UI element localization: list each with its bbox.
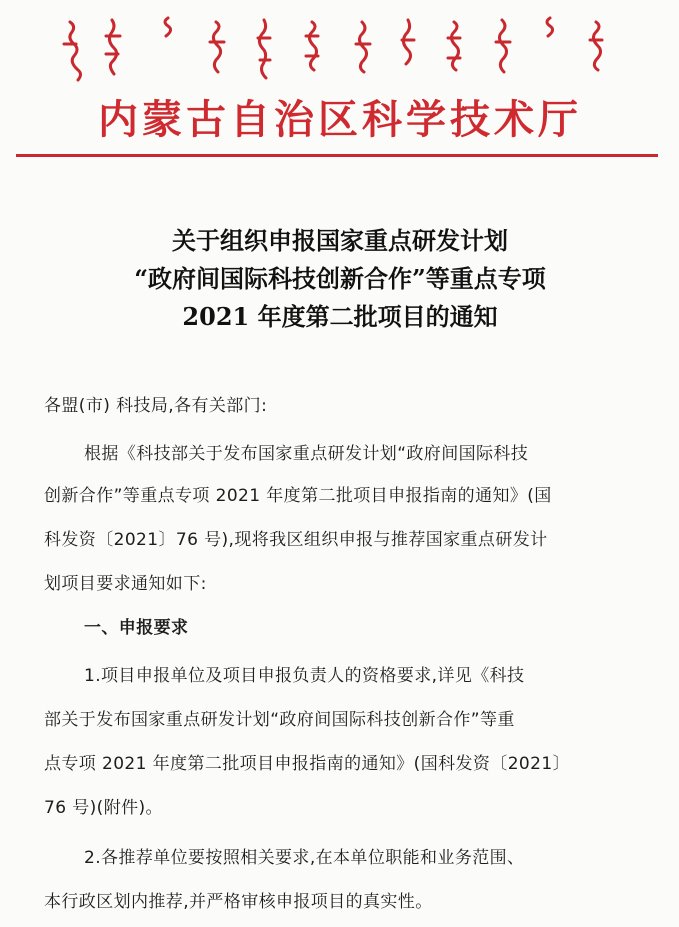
item-1-line-3: 点专项 2021 年度第二批项目申报指南的通知》(国科发资〔2021〕 [44,754,570,774]
paragraph-1-line-2: 创新合作”等重点专项 2021 年度第二批项目申报指南的通知》(国 [44,486,552,506]
document-title [20,222,660,336]
mongolian-script-graphic [50,14,610,88]
item-2-line-1: 2.各推荐单位要按照相关要求,在本单位职能和业务范围、 [84,848,525,868]
section-heading-1: 一、申报要求 [84,618,189,638]
item-1-line-1: 1.项目申报单位及项目申报负责人的资格要求,详见《科技 [84,666,525,686]
paragraph-1-line-3: 科发资〔2021〕76 号),现将我区组织申报与推荐国家重点研发计 [44,530,548,550]
agency-name: 内蒙古自治区科学技术厅 [98,96,582,143]
paragraph-1-line-1: 根据《科技部关于发布国家重点研发计划“政府间国际科技 [84,444,529,464]
paragraph-1-line-4: 划项目要求通知如下: [44,574,207,594]
mongolian-script-letterhead [50,14,610,88]
title-line-3: 2021 年度第二批项目的通知 [182,302,498,331]
item-1-line-4: 76 号)(附件)。 [44,798,163,818]
title-line-2: “政府间国际科技创新合作”等重点专项 [134,264,546,293]
item-1-line-2: 部关于发布国家重点研发计划“政府间国际科技创新合作”等重 [44,710,515,730]
letterhead-divider [16,154,658,157]
title-line-1: 关于组织申报国家重点研发计划 [172,226,508,255]
item-2-line-2: 本行政区划内推荐,并严格审核申报项目的真实性。 [44,892,433,912]
salutation: 各盟(市) 科技局,各有关部门: [44,396,268,416]
